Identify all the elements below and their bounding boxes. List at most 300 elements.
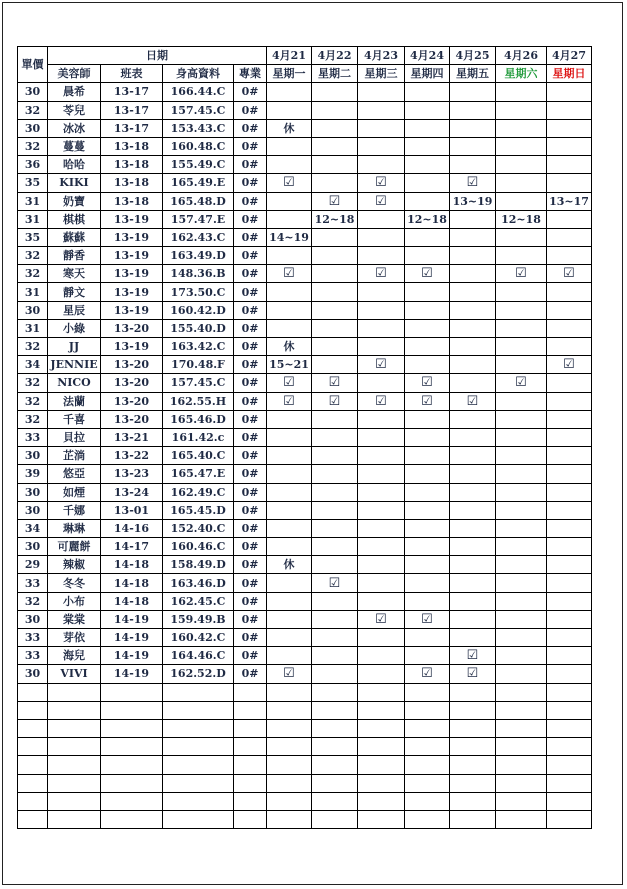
day-cell	[547, 538, 592, 556]
day-cell: 休	[267, 556, 312, 574]
table-row	[18, 356, 592, 374]
day-cell	[496, 247, 547, 265]
day-cell	[547, 610, 592, 628]
day-cell	[450, 301, 496, 319]
empty-cell	[405, 738, 450, 756]
table-row	[18, 556, 592, 574]
empty-cell	[101, 738, 163, 756]
empty-cell	[496, 701, 547, 719]
stylist-name-cell: VIVI	[48, 665, 101, 683]
empty-cell	[267, 719, 312, 737]
date-header: 4月27	[547, 47, 592, 65]
day-cell	[358, 447, 405, 465]
stylist-name-cell: 小綠	[48, 319, 101, 337]
price-cell: 31	[18, 192, 48, 210]
day-cell	[405, 119, 450, 137]
spec-cell: 0#	[234, 647, 267, 665]
day-cell	[496, 283, 547, 301]
day-cell	[496, 501, 547, 519]
day-cell	[358, 410, 405, 428]
day-cell	[450, 465, 496, 483]
day-cell-checked	[405, 392, 450, 410]
day-cell	[405, 556, 450, 574]
day-cell	[450, 137, 496, 155]
height-data-cell: 163.42.C	[163, 338, 234, 356]
day-cell	[405, 428, 450, 446]
table-row	[18, 428, 592, 446]
empty-cell	[18, 701, 48, 719]
day-cell	[450, 447, 496, 465]
day-cell	[547, 338, 592, 356]
price-cell: 32	[18, 247, 48, 265]
empty-cell	[312, 756, 358, 774]
day-cell-checked	[312, 192, 358, 210]
empty-cell	[101, 756, 163, 774]
day-cell	[496, 428, 547, 446]
empty-cell	[48, 792, 101, 810]
empty-cell	[101, 792, 163, 810]
stylist-name-cell: 貝拉	[48, 428, 101, 446]
spec-cell: 0#	[234, 101, 267, 119]
day-cell	[358, 428, 405, 446]
day-cell	[450, 410, 496, 428]
empty-cell	[163, 719, 234, 737]
day-cell	[450, 556, 496, 574]
day-cell	[496, 174, 547, 192]
stylist-name-cell: 冬冬	[48, 574, 101, 592]
day-cell-checked	[358, 610, 405, 628]
empty-cell	[496, 774, 547, 792]
day-cell	[547, 428, 592, 446]
date-header: 4月26	[496, 47, 547, 65]
stylist-name-cell: 芽依	[48, 629, 101, 647]
day-cell	[312, 247, 358, 265]
table-row	[18, 392, 592, 410]
height-data-cell: 162.55.H	[163, 392, 234, 410]
shift-cell: 14-16	[101, 519, 163, 537]
day-cell	[405, 156, 450, 174]
day-cell	[267, 192, 312, 210]
empty-cell	[48, 719, 101, 737]
day-cell	[547, 483, 592, 501]
table-row	[18, 319, 592, 337]
day-cell	[267, 247, 312, 265]
empty-row	[18, 774, 592, 792]
day-cell	[547, 629, 592, 647]
day-cell	[312, 428, 358, 446]
empty-cell	[312, 701, 358, 719]
empty-cell	[547, 738, 592, 756]
day-cell-checked	[405, 610, 450, 628]
price-cell: 30	[18, 483, 48, 501]
empty-cell	[358, 683, 405, 701]
day-cell	[358, 101, 405, 119]
day-cell	[450, 356, 496, 374]
shift-cell: 13-20	[101, 410, 163, 428]
table-row	[18, 665, 592, 683]
height-data-cell: 165.45.D	[163, 501, 234, 519]
day-cell	[547, 228, 592, 246]
shift-cell: 14-19	[101, 665, 163, 683]
day-cell	[405, 465, 450, 483]
stylist-name-cell: 琳琳	[48, 519, 101, 537]
day-cell	[358, 501, 405, 519]
height-data-cell: 162.52.D	[163, 665, 234, 683]
day-cell: 12~18	[496, 210, 547, 228]
day-cell	[450, 319, 496, 337]
empty-cell	[547, 701, 592, 719]
day-cell	[312, 610, 358, 628]
day-cell	[358, 301, 405, 319]
shift-cell: 13-17	[101, 101, 163, 119]
checkbox-checked-icon: ☑	[283, 666, 295, 682]
day-cell	[405, 338, 450, 356]
day-cell	[405, 538, 450, 556]
stylist-name-cell: 晨希	[48, 83, 101, 101]
day-cell	[312, 283, 358, 301]
empty-row	[18, 719, 592, 737]
day-cell	[450, 83, 496, 101]
height-data-cell: 163.49.D	[163, 247, 234, 265]
day-cell	[312, 265, 358, 283]
date-header: 4月23	[358, 47, 405, 65]
day-cell	[450, 119, 496, 137]
empty-cell	[267, 701, 312, 719]
checkbox-checked-icon: ☑	[328, 375, 341, 391]
price-cell: 34	[18, 519, 48, 537]
day-cell	[358, 210, 405, 228]
day-cell	[312, 483, 358, 501]
empty-cell	[101, 719, 163, 737]
empty-row	[18, 810, 592, 828]
day-cell	[496, 301, 547, 319]
stylist-name-cell: 奶寶	[48, 192, 101, 210]
empty-cell	[18, 810, 48, 828]
empty-cell	[358, 756, 405, 774]
height-data-cell: 165.49.E	[163, 174, 234, 192]
shift-cell: 14-19	[101, 647, 163, 665]
shift-header: 班表	[101, 65, 163, 83]
price-cell: 30	[18, 538, 48, 556]
day-cell	[405, 137, 450, 155]
day-cell	[496, 392, 547, 410]
day-cell	[312, 101, 358, 119]
spec-cell: 0#	[234, 519, 267, 537]
empty-cell	[163, 792, 234, 810]
day-cell-checked	[405, 665, 450, 683]
day-cell	[312, 119, 358, 137]
checkbox-checked-icon: ☑	[466, 175, 479, 191]
day-cell	[547, 137, 592, 155]
table-row	[18, 101, 592, 119]
day-cell	[267, 301, 312, 319]
day-cell	[358, 519, 405, 537]
height-data-cell: 163.46.D	[163, 574, 234, 592]
table-row	[18, 574, 592, 592]
weekday-header-sunday: 星期日	[547, 65, 592, 83]
empty-cell	[547, 719, 592, 737]
empty-cell	[312, 810, 358, 828]
day-cell	[312, 647, 358, 665]
spec-cell: 0#	[234, 465, 267, 483]
checkbox-checked-icon: ☑	[328, 193, 341, 209]
day-cell	[496, 592, 547, 610]
height-data-cell: 159.49.B	[163, 610, 234, 628]
shift-cell: 14-18	[101, 556, 163, 574]
empty-cell	[267, 756, 312, 774]
empty-cell	[234, 719, 267, 737]
day-cell: 15~21	[267, 356, 312, 374]
day-cell	[312, 356, 358, 374]
spec-cell: 0#	[234, 356, 267, 374]
empty-cell	[101, 701, 163, 719]
day-cell-checked	[267, 392, 312, 410]
empty-row	[18, 701, 592, 719]
price-cell: 30	[18, 665, 48, 683]
table-row	[18, 247, 592, 265]
empty-cell	[48, 774, 101, 792]
table-row	[18, 156, 592, 174]
empty-cell	[496, 792, 547, 810]
empty-cell	[358, 792, 405, 810]
spec-header: 專業	[234, 65, 267, 83]
day-cell	[547, 556, 592, 574]
day-cell	[267, 610, 312, 628]
empty-cell	[101, 683, 163, 701]
day-cell	[358, 283, 405, 301]
day-cell	[547, 319, 592, 337]
day-cell	[267, 465, 312, 483]
spec-cell: 0#	[234, 538, 267, 556]
stylist-name-cell: JJ	[48, 338, 101, 356]
stylist-name-cell: 靜香	[48, 247, 101, 265]
day-cell	[496, 519, 547, 537]
day-cell	[358, 483, 405, 501]
day-cell	[547, 101, 592, 119]
empty-cell	[18, 774, 48, 792]
day-cell	[547, 156, 592, 174]
day-cell-checked	[358, 174, 405, 192]
stylist-name-cell: 棠棠	[48, 610, 101, 628]
day-cell-checked	[267, 265, 312, 283]
day-cell-checked	[450, 665, 496, 683]
stylist-name-cell: KIKI	[48, 174, 101, 192]
checkbox-checked-icon: ☑	[515, 266, 527, 282]
date-header: 4月22	[312, 47, 358, 65]
height-data-cell: 173.50.C	[163, 283, 234, 301]
date-header: 4月21	[267, 47, 312, 65]
day-cell-checked	[358, 265, 405, 283]
day-cell	[450, 283, 496, 301]
empty-cell	[18, 683, 48, 701]
empty-cell	[358, 701, 405, 719]
spec-cell: 0#	[234, 447, 267, 465]
day-cell	[312, 665, 358, 683]
stylist-name-cell: 寒天	[48, 265, 101, 283]
weekday-header-saturday: 星期六	[496, 65, 547, 83]
day-cell	[450, 428, 496, 446]
empty-cell	[163, 738, 234, 756]
price-cell: 30	[18, 447, 48, 465]
price-cell: 33	[18, 428, 48, 446]
empty-cell	[267, 792, 312, 810]
day-cell	[405, 592, 450, 610]
spec-cell: 0#	[234, 137, 267, 155]
height-data-cell: 157.45.C	[163, 101, 234, 119]
day-cell: 14~19	[267, 228, 312, 246]
day-cell	[358, 228, 405, 246]
table-row	[18, 210, 592, 228]
empty-row	[18, 738, 592, 756]
day-cell	[450, 483, 496, 501]
empty-cell	[496, 756, 547, 774]
table-row	[18, 647, 592, 665]
day-cell-checked	[450, 392, 496, 410]
day-cell	[312, 319, 358, 337]
table-row	[18, 447, 592, 465]
height-data-cell: 148.36.B	[163, 265, 234, 283]
price-cell: 32	[18, 101, 48, 119]
empty-cell	[48, 683, 101, 701]
day-cell	[312, 592, 358, 610]
shift-cell: 13-23	[101, 465, 163, 483]
day-cell	[450, 228, 496, 246]
day-cell	[267, 428, 312, 446]
shift-cell: 13-18	[101, 174, 163, 192]
day-cell	[496, 119, 547, 137]
empty-cell	[450, 810, 496, 828]
empty-cell	[450, 792, 496, 810]
table-row	[18, 465, 592, 483]
table-row	[18, 283, 592, 301]
empty-cell	[18, 756, 48, 774]
stylist-name-cell: 法蘭	[48, 392, 101, 410]
price-cell: 33	[18, 574, 48, 592]
day-cell	[547, 501, 592, 519]
date-header: 4月24	[405, 47, 450, 65]
shift-cell: 14-18	[101, 592, 163, 610]
header-row-2	[18, 65, 592, 83]
stylist-name-cell: 辣椒	[48, 556, 101, 574]
empty-cell	[358, 738, 405, 756]
day-cell	[267, 538, 312, 556]
empty-cell	[234, 810, 267, 828]
empty-cell	[405, 792, 450, 810]
shift-cell: 13-22	[101, 447, 163, 465]
stylist-name-cell: 可麗餅	[48, 538, 101, 556]
height-data-cell: 157.47.E	[163, 210, 234, 228]
spec-cell: 0#	[234, 265, 267, 283]
shift-cell: 13-18	[101, 137, 163, 155]
stylist-name-cell: 小布	[48, 592, 101, 610]
checkbox-checked-icon: ☑	[375, 193, 387, 209]
empty-cell	[450, 756, 496, 774]
day-cell	[450, 610, 496, 628]
day-cell	[312, 447, 358, 465]
table-row	[18, 338, 592, 356]
day-cell: 休	[267, 338, 312, 356]
spec-cell: 0#	[234, 283, 267, 301]
empty-cell	[163, 774, 234, 792]
empty-cell	[234, 683, 267, 701]
day-cell	[312, 137, 358, 155]
height-data-cell: 165.46.D	[163, 410, 234, 428]
day-cell	[496, 538, 547, 556]
day-cell	[547, 283, 592, 301]
height-data-cell: 160.42.D	[163, 301, 234, 319]
stylist-name-cell: JENNIE	[48, 356, 101, 374]
day-cell	[312, 83, 358, 101]
day-cell	[496, 610, 547, 628]
day-cell	[358, 137, 405, 155]
day-cell	[312, 338, 358, 356]
day-cell	[547, 447, 592, 465]
day-cell-checked	[496, 374, 547, 392]
day-cell	[312, 410, 358, 428]
height-data-cell: 165.47.E	[163, 465, 234, 483]
spec-cell: 0#	[234, 392, 267, 410]
price-cell: 29	[18, 556, 48, 574]
day-cell	[496, 465, 547, 483]
day-cell	[405, 447, 450, 465]
shift-cell: 13-19	[101, 338, 163, 356]
day-cell	[358, 119, 405, 137]
empty-cell	[358, 719, 405, 737]
day-cell-checked	[496, 265, 547, 283]
checkbox-checked-icon: ☑	[375, 266, 387, 282]
day-cell	[267, 101, 312, 119]
day-cell-checked	[358, 356, 405, 374]
price-cell: 32	[18, 137, 48, 155]
empty-cell	[547, 756, 592, 774]
day-cell-checked	[312, 574, 358, 592]
table-row	[18, 629, 592, 647]
shift-cell: 13-19	[101, 283, 163, 301]
empty-cell	[18, 719, 48, 737]
stylist-name-cell: 蔓蔓	[48, 137, 101, 155]
day-cell	[312, 501, 358, 519]
day-cell	[547, 592, 592, 610]
day-cell	[358, 556, 405, 574]
day-cell-checked	[405, 265, 450, 283]
empty-cell	[267, 683, 312, 701]
empty-cell	[450, 738, 496, 756]
stylist-name-cell: 哈哈	[48, 156, 101, 174]
day-cell: 12~18	[405, 210, 450, 228]
day-cell	[450, 519, 496, 537]
checkbox-checked-icon: ☑	[375, 611, 387, 627]
stylist-name-cell: 蘇蘇	[48, 228, 101, 246]
height-data-cell: 162.49.C	[163, 483, 234, 501]
day-cell	[496, 410, 547, 428]
height-data-cell: 160.42.C	[163, 629, 234, 647]
day-cell-checked	[358, 392, 405, 410]
empty-cell	[547, 792, 592, 810]
checkbox-checked-icon: ☑	[283, 266, 295, 282]
table-row	[18, 592, 592, 610]
day-cell	[547, 647, 592, 665]
day-cell	[547, 83, 592, 101]
day-cell	[358, 574, 405, 592]
stylist-name-cell: 冰冰	[48, 119, 101, 137]
shift-cell: 14-19	[101, 610, 163, 628]
empty-cell	[358, 810, 405, 828]
day-cell	[405, 174, 450, 192]
spec-cell: 0#	[234, 338, 267, 356]
table-row	[18, 410, 592, 428]
day-cell	[496, 156, 547, 174]
day-cell	[405, 192, 450, 210]
